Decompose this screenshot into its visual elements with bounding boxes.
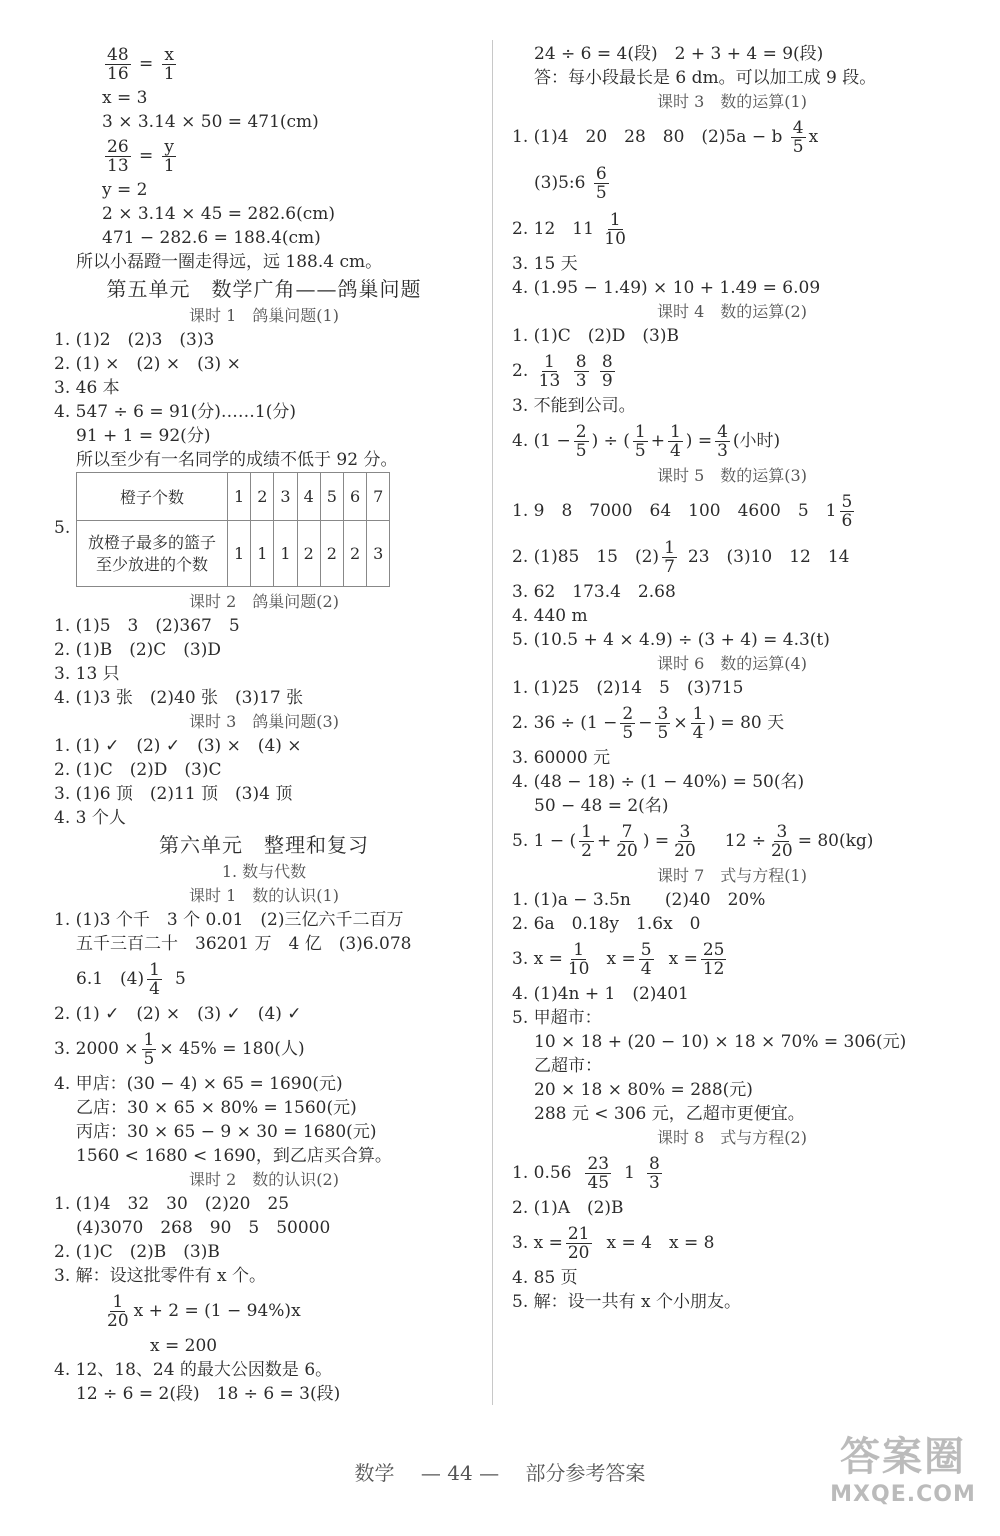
orange-table: [76, 472, 390, 587]
fraction: $\frac{26}{13}$: [107, 137, 129, 176]
equation-line: $\frac{48}{16}$ = $\frac{x}{1}$: [107, 45, 175, 84]
watermark-logo: [828, 1425, 978, 1507]
answer-line: 3 × 3.14 × 50 = 471(cm): [102, 112, 319, 132]
fraction: $\frac{21}{20}$: [567, 1224, 590, 1263]
answer-line: 3. 2000 × $\frac{1}{5}$ × 45% = 180(人): [54, 1030, 305, 1069]
table-cell: 1: [274, 521, 297, 587]
answer-line: 3. 不能到公司。: [512, 396, 636, 416]
fraction: $\frac{48}{16}$: [107, 45, 129, 84]
table-header: 橙子个数: [77, 473, 228, 521]
lesson-title: 课时 1 鸽巢问题(1): [189, 306, 339, 325]
answer-line: 6.1 (4) $\frac{1}{4}$ 5: [76, 960, 186, 999]
answer-line: 1. (1)C (2)D (3)B: [512, 326, 679, 346]
answer-line: 288 元 < 306 元，乙超市更便宜。: [534, 1104, 805, 1124]
table-row: [77, 473, 390, 521]
fraction: $\frac{1}{4}$: [692, 704, 704, 743]
answer-line: 2. 36 ÷ (1 − $\frac{2}{5}$ − $\frac{3}{5}$ × $\frac{1}{4}$ ) = 80 天: [512, 704, 785, 743]
lesson-title: 课时 7 式与方程(1): [657, 866, 807, 885]
answer-line: 50 − 48 = 2(名): [534, 796, 669, 816]
answer-line: 五千三百二十 36201 万 4 亿 (3)6.078: [76, 934, 412, 954]
answer-line: 471 − 282.6 = 188.4(cm): [102, 228, 321, 248]
answer-line: (4)3070 268 90 5 50000: [76, 1218, 331, 1238]
table-cell: 7: [367, 473, 390, 521]
fraction: $\frac{7}{20}$: [616, 822, 638, 861]
answer-line: 4. 85 页: [512, 1268, 578, 1288]
page-number: — 44 —: [420, 1461, 500, 1485]
watermark-top: 答案圈: [840, 1434, 966, 1480]
right-column: [512, 42, 952, 1314]
answer-line: 5. 甲超市：: [512, 1008, 602, 1028]
lesson-title: 课时 6 数的运算(4): [657, 654, 807, 673]
unit-title: 第六单元 整理和复习: [159, 833, 369, 857]
answer-line: 3. x = $\frac{1}{10}$ x = $\frac{5}{4}$ x = $\frac{25}{12}$: [512, 940, 725, 979]
answer-line: 1. (1)4 32 30 (2)20 25: [54, 1194, 290, 1214]
table-cell: 3: [367, 521, 390, 587]
fraction: $\frac{1}{7}$: [664, 538, 675, 577]
lesson-title: 课时 8 式与方程(2): [657, 1128, 807, 1147]
answer-line: 2. (1)85 15 (2) $\frac{1}{7}$ 23 (3)10 12 14: [512, 538, 850, 577]
fraction: $\frac{1}{5}$: [634, 422, 646, 461]
answer-line: 1. (1)25 (2)14 5 (3)715: [512, 678, 744, 698]
fraction: $\frac{1}{13}$: [538, 352, 561, 391]
answer-line: 2. (1)C (2)B (3)B: [54, 1242, 220, 1262]
answer-line: 5. 1 − ( $\frac{1}{2}$ + $\frac{7}{20}$ ) = $\frac{3}{20}$ 12 ÷ $\frac{3}{20}$ = 80(kg): [512, 822, 874, 861]
answer-line: 91 + 1 = 92(分): [76, 426, 211, 446]
answer-line: 1. (1)a − 3.5n (2)40 20%: [512, 890, 766, 910]
fraction: $\frac{y}{1}$: [163, 137, 175, 176]
column-divider: [492, 40, 493, 1405]
table-cell: 1: [228, 521, 251, 587]
answer-line: 乙店：30 × 65 × 80% = 1560(元): [76, 1098, 357, 1118]
fraction: $\frac{1}{4}$: [669, 422, 681, 461]
lesson-title: 课时 3 鸽巢问题(3): [189, 712, 339, 731]
table-cell: 2: [297, 521, 320, 587]
watermark-bottom: MXQE.COM: [830, 1482, 976, 1507]
lesson-title: 课时 2 鸽巢问题(2): [189, 592, 339, 611]
fraction: $\frac{1}{20}$: [107, 1292, 129, 1331]
answer-line: 20 × 18 × 80% = 288(元): [534, 1080, 753, 1100]
lesson-title: 课时 2 数的认识(2): [189, 1170, 339, 1189]
answer-line: 1. (1)5 3 (2)367 5: [54, 616, 240, 636]
fraction: $\frac{8}{9}$: [601, 352, 613, 391]
answer-line: 1560 < 1680 < 1690，到乙店买合算。: [76, 1146, 392, 1166]
answer-line: 3. (1)6 顶 (2)11 顶 (3)4 顶: [54, 784, 293, 804]
table-row: [77, 521, 390, 587]
fraction: $\frac{3}{20}$: [771, 822, 793, 861]
answer-line: 4. 440 m: [512, 606, 588, 626]
answer-line: 3. 62 173.4 2.68: [512, 582, 676, 602]
answer-line: 4. (1)3 张 (2)40 张 (3)17 张: [54, 688, 304, 708]
answer-line: 2. (1)A (2)B: [512, 1198, 624, 1218]
lesson-title: 课时 5 数的运算(3): [657, 466, 807, 485]
fraction: $\frac{x}{1}$: [163, 45, 175, 84]
answer-line: 3. 解：设这批零件有 x 个。: [54, 1266, 267, 1286]
equation-line: $\frac{1}{20}$ x + 2 = (1 − 94%)x: [107, 1292, 301, 1331]
answer-line: 3. x = $\frac{21}{20}$ x = 4 x = 8: [512, 1224, 715, 1263]
fraction: $\frac{25}{12}$: [702, 940, 725, 979]
table-cell: 2: [251, 473, 274, 521]
fraction: $\frac{4}{3}$: [717, 422, 728, 461]
answer-line: 2 × 3.14 × 45 = 282.6(cm): [102, 204, 336, 224]
fraction: $\frac{4}{5}$: [792, 118, 804, 157]
fraction: $\frac{2}{5}$: [575, 422, 587, 461]
table-cell: 1: [251, 521, 274, 587]
fraction: $\frac{5}{4}$: [640, 940, 652, 979]
answer-line: 4. (1 − $\frac{2}{5}$ ) ÷ ( $\frac{1}{5}$ + $\frac{1}{4}$ ) = $\frac{4}{3}$ (小时): [512, 422, 781, 461]
answer-line: 丙店：30 × 65 − 9 × 30 = 1680(元): [76, 1122, 377, 1142]
answer-line: x = 3: [102, 88, 148, 108]
answer-line: 2. (1) ✓ (2) × (3) ✓ (4) ✓: [54, 1004, 302, 1024]
answer-line: 4. 甲店：(30 − 4) × 65 = 1690(元): [54, 1074, 343, 1094]
question-number: 5.: [54, 518, 71, 538]
fraction: $\frac{3}{5}$: [657, 704, 669, 743]
answer-line: 5. 解：设一共有 x 个小朋友。: [512, 1292, 742, 1312]
answer-line: 所以小磊蹬一圈走得远，远 188.4 cm。: [76, 252, 383, 272]
fraction: $\frac{5}{6}$: [841, 492, 853, 531]
answer-line: 1. (1) ✓ (2) ✓ (3) × (4) ×: [54, 736, 302, 756]
answer-line: 4. 547 ÷ 6 = 91(分)……1(分): [54, 402, 296, 422]
answer-line: 乙超市：: [534, 1056, 602, 1076]
answer-line: 1. 0.56 $\frac{23}{45}$ 1 $\frac{8}{3}$: [512, 1154, 660, 1193]
answer-line: 2. $\frac{1}{13}$ $\frac{8}{3}$ $\frac{8}{9}$: [512, 352, 613, 391]
lesson-title: 课时 1 数的认识(1): [189, 886, 339, 905]
answer-line: 1. (1)4 20 28 80 (2)5a − b $\frac{4}{5}$ x: [512, 118, 819, 157]
answer-line: 4. (48 − 18) ÷ (1 − 40%) = 50(名): [512, 772, 805, 792]
answer-line: 3. 13 只: [54, 664, 120, 684]
answer-line: 3. 46 本: [54, 378, 120, 398]
answer-line: 2. (1)B (2)C (3)D: [54, 640, 221, 660]
answer-line: 24 ÷ 6 = 4(段) 2 + 3 + 4 = 9(段): [534, 44, 824, 64]
answer-line: 3. 15 天: [512, 254, 578, 274]
table-cell: 3: [274, 473, 297, 521]
footer-section: 部分参考答案: [525, 1461, 646, 1485]
fraction: $\frac{2}{5}$: [622, 704, 634, 743]
answer-line: 1. (1)2 (2)3 (3)3: [54, 330, 215, 350]
answer-line: 1. (1)3 个千 3 个 0.01 (2)三亿六千二百万: [54, 910, 404, 930]
fraction: $\frac{1}{10}$: [604, 210, 626, 249]
answer-line: 2. (1) × (2) × (3) ×: [54, 354, 241, 374]
answer-line: 5. (10.5 + 4 × 4.9) ÷ (3 + 4) = 4.3(t): [512, 630, 830, 650]
answer-line: (3)5:6 $\frac{6}{5}$: [534, 164, 607, 203]
table-cell: 5: [320, 473, 343, 521]
table-cell: 2: [343, 521, 366, 587]
orange-table-block: [54, 472, 474, 590]
table-cell: 6: [343, 473, 366, 521]
fraction: $\frac{1}{10}$: [567, 940, 590, 979]
answer-line: 4. (1.95 − 1.49) × 10 + 1.49 = 6.09: [512, 278, 821, 298]
footer-subject: 数学: [354, 1461, 395, 1485]
fraction: $\frac{6}{5}$: [595, 164, 607, 203]
section-title: 1. 数与代数: [221, 862, 307, 881]
answer-line: y = 2: [102, 180, 148, 200]
answer-line: 4. (1)4n + 1 (2)401: [512, 984, 689, 1004]
answer-line: 10 × 18 + (20 − 10) × 18 × 70% = 306(元): [534, 1032, 907, 1052]
left-column: [54, 42, 474, 1406]
table-cell: 2: [320, 521, 343, 587]
fraction: $\frac{8}{3}$: [648, 1154, 660, 1193]
fraction: $\frac{1}{4}$: [149, 960, 160, 999]
fraction: $\frac{8}{3}$: [575, 352, 587, 391]
answer-line: 所以至少有一名同学的成绩不低于 92 分。: [76, 450, 398, 470]
answer-line: 4. 12、18、24 的最大公因数是 6。: [54, 1360, 333, 1380]
table-cell: 1: [228, 473, 251, 521]
table-header: 放橙子最多的篮子至少放进的个数: [77, 521, 228, 587]
answer-line: 2. 12 11 $\frac{1}{10}$: [512, 210, 626, 249]
fraction: $\frac{1}{5}$: [143, 1030, 155, 1069]
unit-title: 第五单元 数学广角——鸽巢问题: [106, 277, 422, 301]
answer-line: 4. 3 个人: [54, 808, 126, 828]
answer-line: 3. 60000 元: [512, 748, 611, 768]
fraction: $\frac{3}{20}$: [674, 822, 696, 861]
lesson-title: 课时 4 数的运算(2): [657, 302, 807, 321]
answer-line: 12 ÷ 6 = 2(段) 18 ÷ 6 = 3(段): [76, 1384, 341, 1404]
answer-line: 2. (1)C (2)D (3)C: [54, 760, 222, 780]
answer-line: x = 200: [150, 1336, 218, 1356]
equation-line: $\frac{26}{13}$ = $\frac{y}{1}$: [107, 137, 175, 176]
fraction: $\frac{1}{2}$: [581, 822, 592, 861]
answer-line: 答：每小段最长是 6 dm。可以加工成 9 段。: [534, 68, 877, 88]
fraction: $\frac{23}{45}$: [587, 1154, 610, 1193]
lesson-title: 课时 3 数的运算(1): [657, 92, 807, 111]
answer-line: 1. 9 8 7000 64 100 4600 5 1 $\frac{5}{6}$: [512, 492, 853, 531]
table-cell: 4: [297, 473, 320, 521]
answer-line: 2. 6a 0.18y 1.6x 0: [512, 914, 701, 934]
